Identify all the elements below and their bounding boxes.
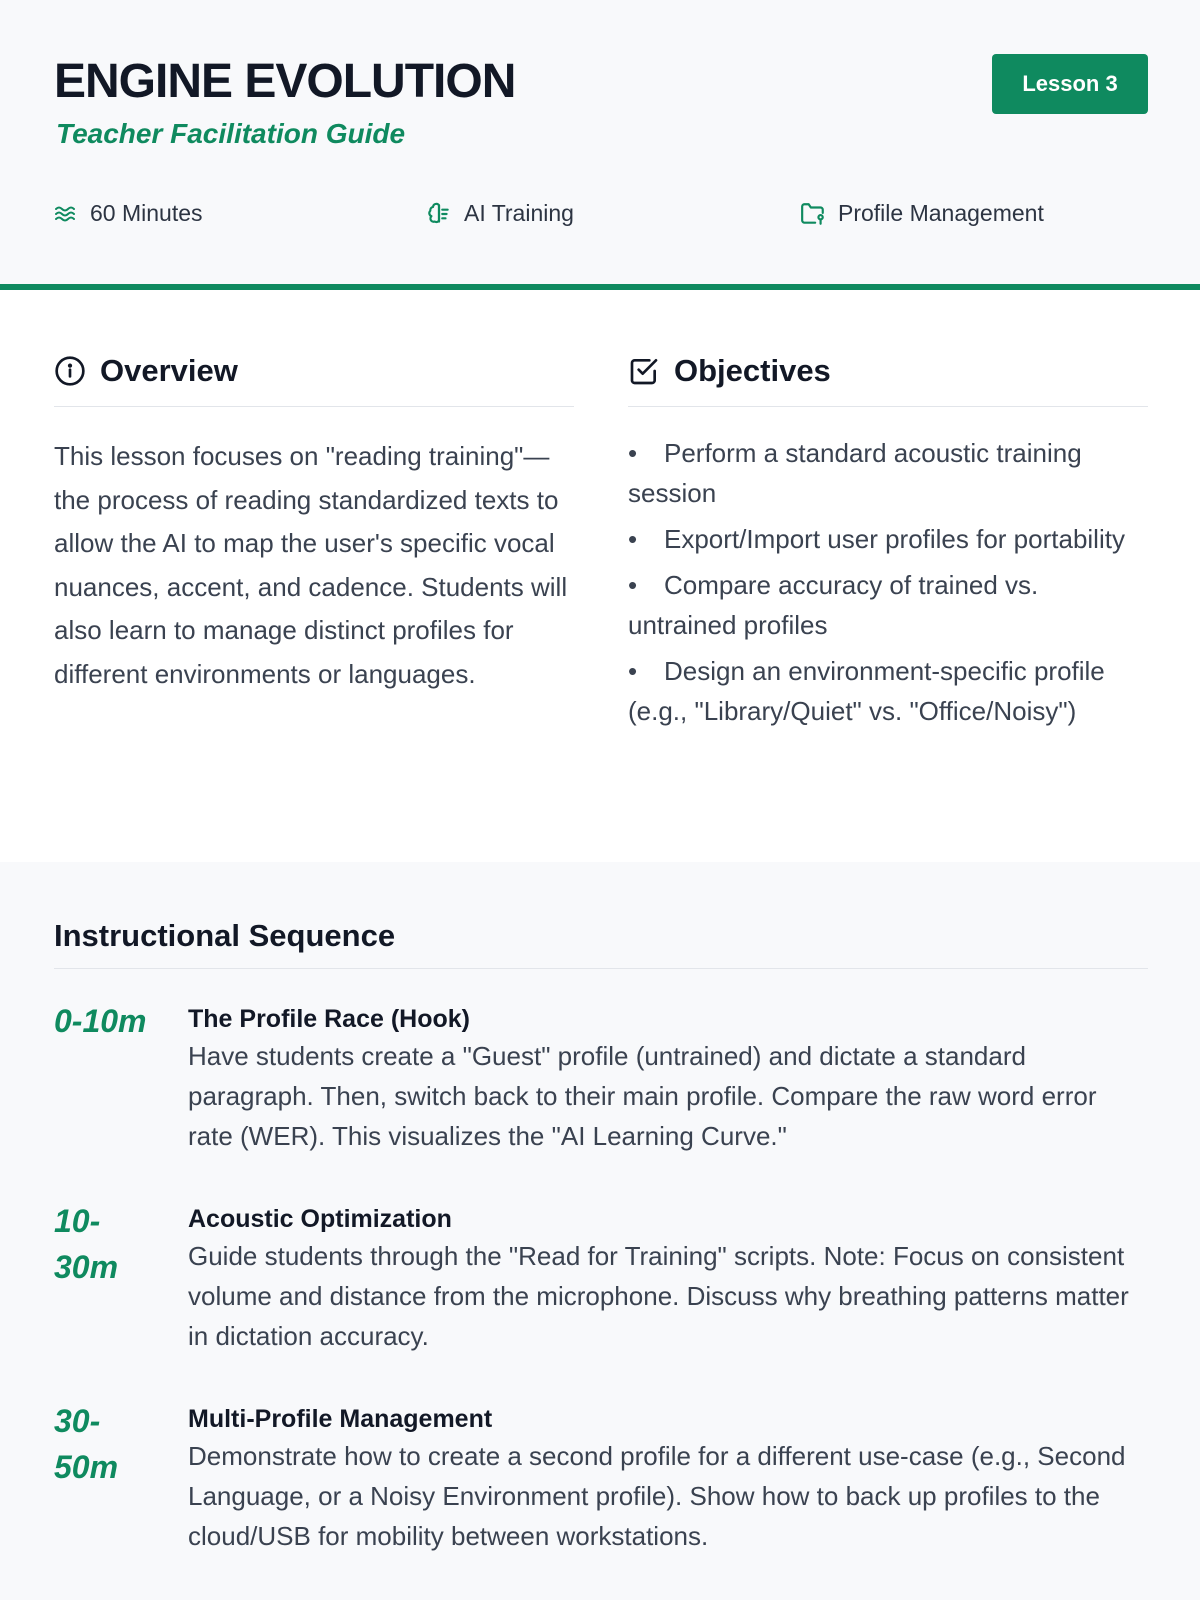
objective-item	[628, 519, 1148, 559]
meta-focus-label: Profile Management	[838, 200, 1044, 226]
objective-text: Export/Import user profiles for portability	[664, 524, 1125, 554]
objective-text: Design an environment-specific profile (e.g., "Library/Quiet" vs. "Office/Noisy")	[628, 656, 1105, 726]
overview-panel	[54, 290, 574, 696]
step-body	[188, 1002, 1148, 1156]
overview-header	[54, 290, 574, 407]
waves-icon	[54, 202, 78, 226]
bullet-icon: •	[628, 524, 638, 554]
folder-user-icon	[800, 201, 826, 227]
objective-item	[628, 433, 1148, 513]
step-name: The Profile Race (Hook)	[188, 1005, 470, 1033]
step-description: Demonstrate how to create a second profile for a different use-case (e.g., Second Language, or a Noisy Environment profile). Show how to back up profiles to the cloud/USB for mobility between workstations.	[188, 1441, 1126, 1551]
meta-duration-label: 60 Minutes	[90, 200, 203, 226]
objective-text: Perform a standard acoustic training session	[628, 438, 1082, 508]
bullet-icon: •	[628, 438, 638, 468]
meta-focus	[800, 200, 1044, 227]
bullet-icon: •	[628, 656, 638, 686]
objectives-list	[628, 433, 1148, 731]
step-time: 10-30m	[54, 1203, 119, 1285]
objective-item	[628, 651, 1148, 731]
header	[0, 0, 1200, 290]
step-description: Guide students through the "Read for Training" scripts. Note: Focus on consistent volume and distance from the microphone. Discuss why breathing patterns matter in dictation accuracy.	[188, 1241, 1129, 1351]
objective-item	[628, 565, 1148, 645]
meta-topic	[426, 200, 574, 227]
meta-duration	[54, 200, 203, 227]
step-name: Acoustic Optimization	[188, 1205, 452, 1233]
meta-topic-label: AI Training	[464, 200, 574, 226]
summary-section	[0, 290, 1200, 862]
checkbox-icon	[628, 355, 660, 387]
objectives-header	[628, 290, 1148, 407]
lesson-badge: Lesson 3	[992, 54, 1148, 114]
bullet-icon: •	[628, 570, 638, 600]
objective-text: Compare accuracy of trained vs. untrained profiles	[628, 570, 1039, 640]
step-description: Have students create a "Guest" profile (untrained) and dictate a standard paragraph. Then, switch back to their main profile. Compare the raw word error rate (WER). This visualizes the "AI Learning Curve."	[188, 1041, 1097, 1151]
step-time: 0-10m	[54, 1003, 147, 1039]
step-body	[188, 1202, 1148, 1356]
page-title: ENGINE EVOLUTION	[54, 55, 516, 108]
step-body	[188, 1402, 1148, 1556]
step-time: 30-50m	[54, 1403, 119, 1485]
objectives-heading: Objectives	[674, 353, 831, 388]
page-subtitle: Teacher Facilitation Guide	[56, 118, 406, 149]
overview-text: This lesson focuses on "reading training"—the process of reading standardized texts to allow the AI to map the user's specific vocal nuances, accent, and cadence. Students will also learn to manage distinct profiles for different environments or languages.	[54, 441, 568, 689]
sequence-heading: Instructional Sequence	[54, 918, 1148, 969]
info-circle-icon	[54, 355, 86, 387]
brain-icon	[426, 201, 452, 227]
overview-heading: Overview	[100, 353, 238, 388]
objectives-panel	[628, 290, 1148, 737]
step-name: Multi-Profile Management	[188, 1405, 493, 1433]
sequence-section	[0, 862, 1200, 1594]
